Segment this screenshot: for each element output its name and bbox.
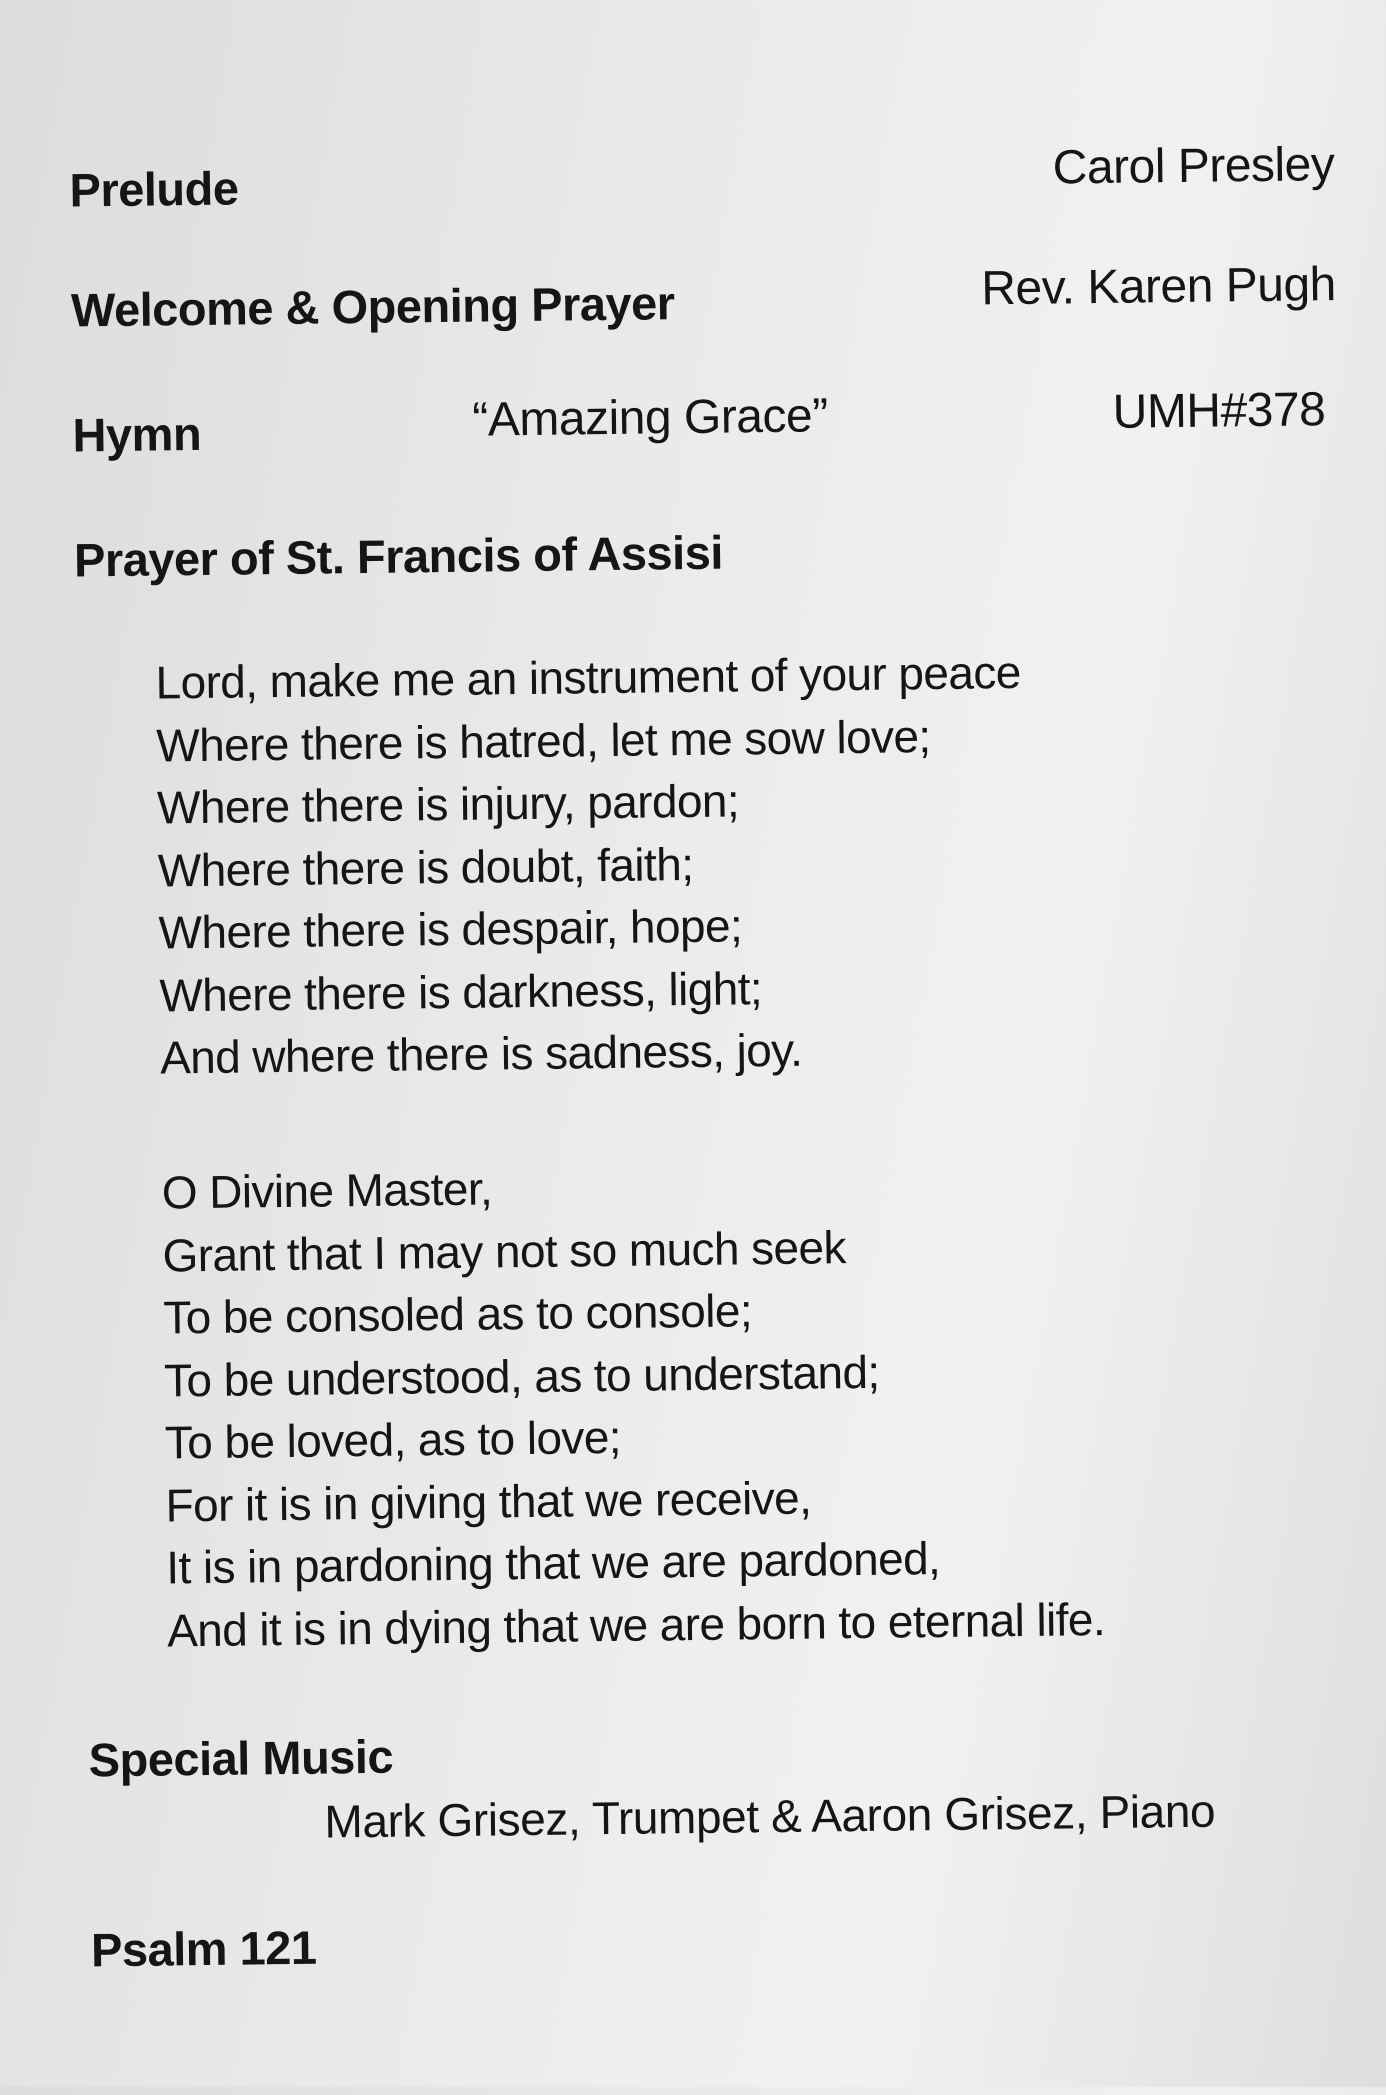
prayer-line: And it is in dying that we are born to eternal life.: [166, 1592, 1106, 1656]
special-music-row: [88, 1717, 1354, 1792]
psalm-label: Psalm 121: [90, 1920, 317, 1977]
welcome-label: Welcome & Opening Prayer: [70, 276, 675, 337]
prayer-line: Where there is doubt, faith;: [157, 837, 694, 897]
psalm-row: [91, 1907, 1357, 1982]
special-music-label: Special Music: [88, 1729, 394, 1787]
prelude-label: Prelude: [69, 161, 239, 217]
prayer-line: Where there is darkness, light;: [159, 961, 763, 1022]
prayer-line: Where there is hatred, let me sow love;: [155, 709, 931, 772]
prayer-line: To be consoled as to console;: [162, 1284, 753, 1344]
prayer-line: O Divine Master,: [161, 1162, 493, 1219]
prelude-leader: Carol Presley: [1052, 138, 1335, 195]
hymn-number: UMH#378: [1112, 383, 1326, 439]
prayer-line: Lord, make me an instrument of your peace: [155, 645, 1022, 709]
prayer-heading-row: [74, 517, 1340, 592]
prelude-row: [69, 138, 1335, 222]
hymn-title: “Amazing Grace”: [472, 389, 828, 447]
prayer-line: For it is in giving that we receive,: [165, 1471, 812, 1531]
prayer-line: It is in pardoning that we are pardoned,: [166, 1532, 941, 1594]
welcome-leader: Rev. Karen Pugh: [980, 258, 1337, 316]
prayer-stanza-1: [155, 638, 1260, 1089]
prayer-heading: Prayer of St. Francis of Assisi: [73, 525, 724, 587]
prayer-line: And where there is sadness, joy.: [159, 1023, 803, 1084]
welcome-row: [70, 258, 1337, 342]
prayer-line: To be loved, as to love;: [164, 1410, 622, 1469]
prayer-line: Where there is despair, hope;: [158, 899, 743, 959]
prayer-line: Grant that I may not so much seek: [162, 1220, 847, 1281]
hymn-row: [72, 383, 1338, 467]
hymn-label: Hymn: [72, 406, 202, 462]
prayer-stanza-2: [161, 1148, 1267, 1661]
special-music-performers: Mark Grisez, Trumpet & Aaron Grisez, Piano: [324, 1784, 1216, 1848]
prayer-line: Where there is injury, pardon;: [156, 774, 740, 834]
prayer-line: To be understood, as to understand;: [163, 1345, 880, 1406]
